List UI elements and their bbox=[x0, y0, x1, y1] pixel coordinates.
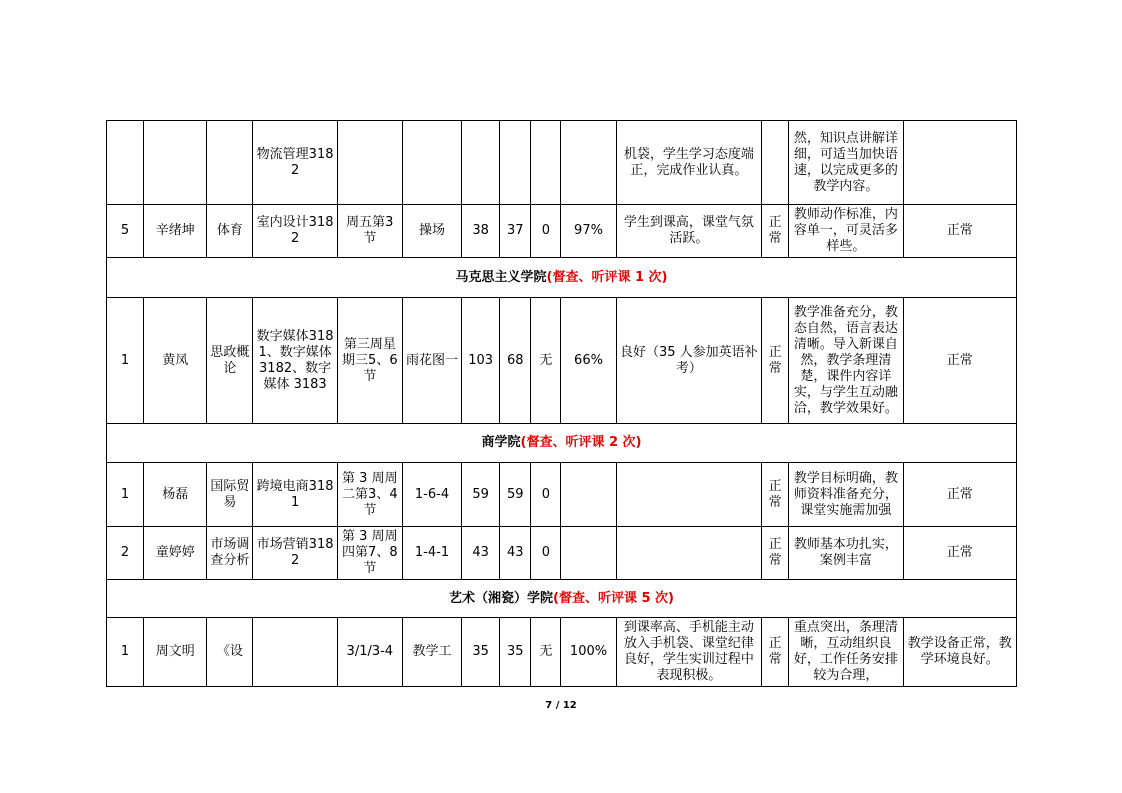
table-row bbox=[107, 463, 1017, 527]
cell-no: 1 bbox=[107, 298, 144, 424]
cell-time: 周五第3节 bbox=[337, 205, 402, 258]
section-name: 马克思主义学院 bbox=[455, 269, 547, 285]
cell-feedback: 机袋，学生学习态度端正，完成作业认真。 bbox=[616, 121, 761, 205]
cell-remark: 正常 bbox=[903, 298, 1016, 424]
cell-rate bbox=[561, 527, 616, 580]
cell-no: 5 bbox=[107, 205, 144, 258]
cell-no bbox=[107, 121, 144, 205]
cell-status: 正常 bbox=[762, 527, 789, 580]
cell-n3: 无 bbox=[531, 618, 561, 687]
cell-n1: 35 bbox=[462, 618, 500, 687]
cell-feedback: 良好（35 人参加英语补考） bbox=[616, 298, 761, 424]
cell-place: 雨花图一 bbox=[402, 298, 461, 424]
cell-eval: 教师动作标准，内容单一，可灵活多样些。 bbox=[789, 205, 903, 258]
cell-rate bbox=[561, 463, 616, 527]
cell-status bbox=[762, 121, 789, 205]
cell-n2: 59 bbox=[500, 463, 531, 527]
cell-status: 正常 bbox=[762, 205, 789, 258]
cell-eval: 重点突出，条理清晰，互动组织良好，工作任务安排较为合理， bbox=[789, 618, 903, 687]
section-title bbox=[107, 580, 1017, 618]
cell-class: 市场营销3182 bbox=[253, 527, 337, 580]
cell-n2: 37 bbox=[500, 205, 531, 258]
cell-n2: 43 bbox=[500, 527, 531, 580]
cell-time: 第 3 周周二第3、4 节 bbox=[337, 463, 402, 527]
cell-rate: 100% bbox=[561, 618, 616, 687]
cell-n3: 0 bbox=[531, 205, 561, 258]
cell-remark: 正常 bbox=[903, 463, 1016, 527]
section-title bbox=[107, 258, 1017, 298]
cell-class: 数字媒体3181、数字媒体3182、数字媒体 3183 bbox=[253, 298, 337, 424]
cell-time bbox=[337, 121, 402, 205]
cell-place: 1-6-4 bbox=[402, 463, 461, 527]
cell-status: 正常 bbox=[762, 463, 789, 527]
cell-subject: 市场调查分析 bbox=[207, 527, 253, 580]
cell-rate: 97% bbox=[561, 205, 616, 258]
cell-time: 第三周星期三5、6 节 bbox=[337, 298, 402, 424]
section-name: 商学院 bbox=[481, 435, 521, 450]
cell-time: 第 3 周周四第7、8 节 bbox=[337, 527, 402, 580]
cell-status: 正常 bbox=[762, 618, 789, 687]
cell-no: 2 bbox=[107, 527, 144, 580]
table-row bbox=[107, 121, 1017, 205]
page-number: 7 / 12 bbox=[545, 700, 577, 711]
section-title bbox=[107, 424, 1017, 463]
section-note: (督查、听评课 5 次) bbox=[553, 590, 674, 606]
cell-feedback bbox=[616, 527, 761, 580]
cell-n1: 59 bbox=[462, 463, 500, 527]
cell-subject: 《设 bbox=[207, 618, 253, 687]
cell-teacher: 周文明 bbox=[144, 618, 207, 687]
table-row bbox=[107, 205, 1017, 258]
cell-eval: 教学目标明确，教师资料准备充分，课堂实施需加强 bbox=[789, 463, 903, 527]
table-row bbox=[107, 527, 1017, 580]
cell-place: 教学工 bbox=[402, 618, 461, 687]
cell-n3: 0 bbox=[531, 527, 561, 580]
cell-teacher: 黄凤 bbox=[144, 298, 207, 424]
cell-remark: 教学设备正常，教学环境良好。 bbox=[903, 618, 1016, 687]
cell-n3: 无 bbox=[531, 298, 561, 424]
cell-n2: 68 bbox=[500, 298, 531, 424]
table-row bbox=[107, 298, 1017, 424]
cell-n1 bbox=[462, 121, 500, 205]
cell-teacher: 辛绪坤 bbox=[144, 205, 207, 258]
cell-n3 bbox=[531, 121, 561, 205]
cell-subject: 体育 bbox=[207, 205, 253, 258]
cell-remark bbox=[903, 121, 1016, 205]
cell-no: 1 bbox=[107, 463, 144, 527]
cell-subject bbox=[207, 121, 253, 205]
cell-n2 bbox=[500, 121, 531, 205]
cell-n1: 38 bbox=[462, 205, 500, 258]
section-header bbox=[107, 424, 1017, 463]
table-row bbox=[107, 618, 1017, 687]
section-header bbox=[107, 258, 1017, 298]
cell-place bbox=[402, 121, 461, 205]
section-header bbox=[107, 580, 1017, 618]
cell-teacher: 杨磊 bbox=[144, 463, 207, 527]
cell-rate bbox=[561, 121, 616, 205]
cell-subject: 国际贸易 bbox=[207, 463, 253, 527]
cell-status: 正常 bbox=[762, 298, 789, 424]
cell-rate: 66% bbox=[561, 298, 616, 424]
cell-no: 1 bbox=[107, 618, 144, 687]
cell-remark: 正常 bbox=[903, 527, 1016, 580]
cell-teacher bbox=[144, 121, 207, 205]
cell-n2: 35 bbox=[500, 618, 531, 687]
cell-time: 3/1/3-4 bbox=[337, 618, 402, 687]
cell-n1: 43 bbox=[462, 527, 500, 580]
inspection-table bbox=[106, 120, 1017, 687]
section-name: 艺术（湘瓷）学院 bbox=[449, 590, 554, 606]
cell-class: 跨境电商3181 bbox=[253, 463, 337, 527]
cell-eval: 教师基本功扎实，案例丰富 bbox=[789, 527, 903, 580]
cell-n3: 0 bbox=[531, 463, 561, 527]
cell-eval: 然，知识点讲解详细，可适当加快语速，以完成更多的教学内容。 bbox=[789, 121, 903, 205]
cell-class bbox=[253, 618, 337, 687]
cell-class: 物流管理3182 bbox=[253, 121, 337, 205]
cell-n1: 103 bbox=[462, 298, 500, 424]
cell-subject: 思政概论 bbox=[207, 298, 253, 424]
section-note: (督查、听评课 2 次) bbox=[520, 435, 642, 450]
cell-feedback: 到课率高、手机能主动放入手机袋、课堂纪律良好，学生实训过程中表现积极。 bbox=[616, 618, 761, 687]
cell-teacher: 童婷婷 bbox=[144, 527, 207, 580]
cell-feedback bbox=[616, 463, 761, 527]
cell-place: 操场 bbox=[402, 205, 461, 258]
section-note: (督查、听评课 1 次) bbox=[546, 269, 668, 285]
cell-place: 1-4-1 bbox=[402, 527, 461, 580]
cell-eval: 教学准备充分，教态自然，语言表达清晰。导入新课自然，教学条理清楚，课件内容详实，与学生互动融洽，教学效果好。 bbox=[789, 298, 903, 424]
cell-remark: 正常 bbox=[903, 205, 1016, 258]
cell-feedback: 学生到课高，课堂气氛活跃。 bbox=[616, 205, 761, 258]
cell-class: 室内设计3182 bbox=[253, 205, 337, 258]
